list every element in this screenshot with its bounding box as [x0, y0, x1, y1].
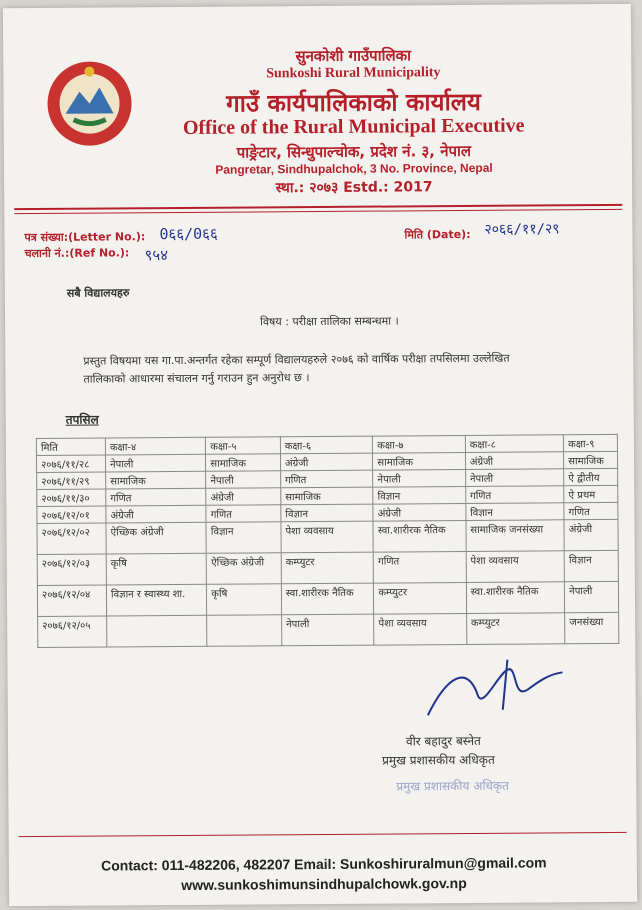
table-cell: विज्ञान [564, 550, 618, 581]
table-cell: २०७६/१२/०३ [37, 554, 106, 585]
table-cell: सामाजिक [206, 454, 281, 472]
table-row [38, 612, 619, 647]
table-cell: नेपाली [373, 469, 466, 487]
letter-no-value: 0६६/0६६ [159, 224, 218, 244]
table-cell: नेपाली [282, 614, 375, 646]
table-cell: कम्प्युटर [374, 582, 467, 614]
table-cell: स्वा.शारीरक नैतिक [373, 520, 466, 552]
header-cell: मिति [36, 438, 105, 455]
address-np: पाङ्रेटार, सिन्धुपाल्चोक, प्रदेश नं. ३, नेपाल [236, 141, 472, 162]
table-cell: अंग्रेजी [564, 519, 618, 550]
header-cell: कक्षा-४ [105, 437, 205, 455]
ref-no-value: ९५४ [144, 246, 169, 265]
footer-contact: Contact: 011-482206, 482207 Email: Sunkoshiruralmun@gmail.com [101, 854, 547, 874]
table-cell [207, 615, 282, 647]
table-cell: गणित [564, 502, 618, 519]
municipality-name-en: Sunkoshi Rural Municipality [266, 65, 441, 82]
established-year: स्था.: २०७३ Estd.: 2017 [275, 179, 433, 197]
table-cell: गणित [465, 486, 564, 504]
table-cell: स्वा.शारीरक नैतिक [281, 583, 374, 615]
table-cell: स्वा.शारीरक नैतिक [466, 582, 565, 614]
table-cell: विज्ञान र स्वास्थ्य शा. [106, 584, 206, 616]
office-name-en: Office of the Rural Municipal Executive [182, 114, 525, 139]
table-cell: सामाजिक [564, 451, 618, 468]
table-cell: २०७६/१२/०२ [37, 523, 106, 554]
address-en: Pangretar, Sindhupalchok, 3 No. Province, Nepal [215, 160, 493, 177]
table-cell: गणित [106, 488, 206, 506]
ref-no-label: चलानी नं.:(Ref No.): [24, 246, 130, 261]
official-stamp: प्रमुख प्रशासकीय अधिकृत [396, 778, 510, 794]
table-cell: कृषि [207, 584, 282, 616]
table-cell: गणित [281, 470, 374, 488]
table-cell: विज्ञान [466, 503, 565, 521]
table-cell: ऐच्छिक अंग्रेजी [206, 553, 281, 585]
table-cell [107, 615, 207, 647]
header-cell: कक्षा-६ [280, 436, 373, 454]
signatory-name: वीर बहादुर बस्नेत [405, 733, 481, 749]
table-cell: नेपाली [565, 581, 619, 612]
table-row [37, 519, 618, 554]
header-divider-thin [14, 209, 622, 214]
office-name-np: गाउँ कार्यपालिकाको कार्यालय [226, 86, 482, 118]
table-row [37, 550, 618, 585]
header-cell: कक्षा-९ [564, 434, 618, 451]
footer-website: www.sunkoshimunsindhupalchowk.gov.np [181, 874, 467, 893]
footer-divider [19, 832, 627, 837]
table-cell: २०७६/११/३० [37, 489, 106, 506]
table-cell: विज्ञान [206, 522, 281, 554]
table-cell: ऐच्छिक अंग्रेजी [106, 522, 206, 554]
subject-line: विषय : परीक्षा तालिका सम्बन्धमा । [260, 314, 399, 329]
municipality-name-np: सुनकोशी गाउँपालिका [295, 46, 412, 66]
table-cell: सामाजिक [106, 471, 206, 489]
nepal-emblem-icon [43, 57, 136, 150]
table-cell: अंग्रेजी [106, 505, 206, 523]
table-cell: ऐ द्वीतीय [564, 468, 618, 485]
table-cell: जनसंख्या [565, 612, 619, 643]
table-cell: २०७६/११/२९ [37, 472, 106, 489]
date-value: २०६६/११/२९ [484, 221, 560, 238]
table-cell: नेपाली [206, 471, 281, 489]
table-cell: सामाजिक [281, 487, 374, 505]
table-cell: अंग्रेजी [280, 453, 373, 471]
table-cell: कम्प्युटर [281, 552, 374, 584]
table-cell: विज्ञान [281, 504, 374, 522]
table-cell: पेशा व्यवसाय [374, 613, 467, 645]
table-cell: २०७६/११/२८ [36, 455, 105, 472]
table-cell: सामाजिक जनसंख्या [466, 520, 565, 552]
table-row [37, 581, 618, 616]
letter-page [3, 4, 637, 906]
letter-no-label: पत्र संख्या:(Letter No.): [24, 230, 146, 245]
table-cell: २०७६/१२/०४ [37, 585, 106, 616]
header-cell: कक्षा-८ [465, 435, 564, 453]
recipient: सबै विद्यालयहरु [66, 286, 130, 300]
date-label: मिति (Date): [404, 227, 471, 242]
table-cell: कृषि [106, 553, 206, 585]
table-cell: ऐ प्रथम [564, 485, 618, 502]
table-cell: गणित [374, 551, 467, 583]
table-cell: गणित [206, 505, 281, 523]
tapsil-heading: तपसिल [65, 412, 99, 427]
header-cell: कक्षा-७ [373, 435, 466, 453]
table-cell: अंग्रेजी [206, 488, 281, 506]
handwritten-signature [387, 654, 587, 725]
table-cell: अंग्रेजी [373, 503, 466, 521]
exam-schedule-table [36, 434, 619, 648]
table-cell: अंग्रेजी [465, 452, 564, 470]
table-cell: कम्प्युटर [466, 613, 565, 645]
table-cell: पेशा व्यवसाय [466, 551, 565, 583]
signatory-title: प्रमुख प्रशासकीय अधिकृत [382, 752, 495, 768]
header-cell: कक्षा-५ [206, 437, 281, 455]
table-cell: विज्ञान [373, 486, 466, 504]
table-cell: नेपाली [465, 469, 564, 487]
table-cell: सामाजिक [373, 452, 466, 470]
table-cell: पेशा व्यवसाय [281, 521, 374, 553]
letter-body: प्रस्तुत विषयमा यस गा.पा.अन्तर्गत रहेका सम्पूर्ण विद्यालयहरुले २०७६ को वार्षिक परीक्षा तपसिलमा उल्लेखित तालिकाको आधारमा संचालन गर्नु गराउन हुन अनुरोध छ । [83, 351, 510, 386]
table-cell: २०७६/१२/०१ [37, 506, 106, 523]
table-cell: नेपाली [106, 454, 206, 472]
table-cell: २०७६/१२/०५ [38, 616, 107, 647]
